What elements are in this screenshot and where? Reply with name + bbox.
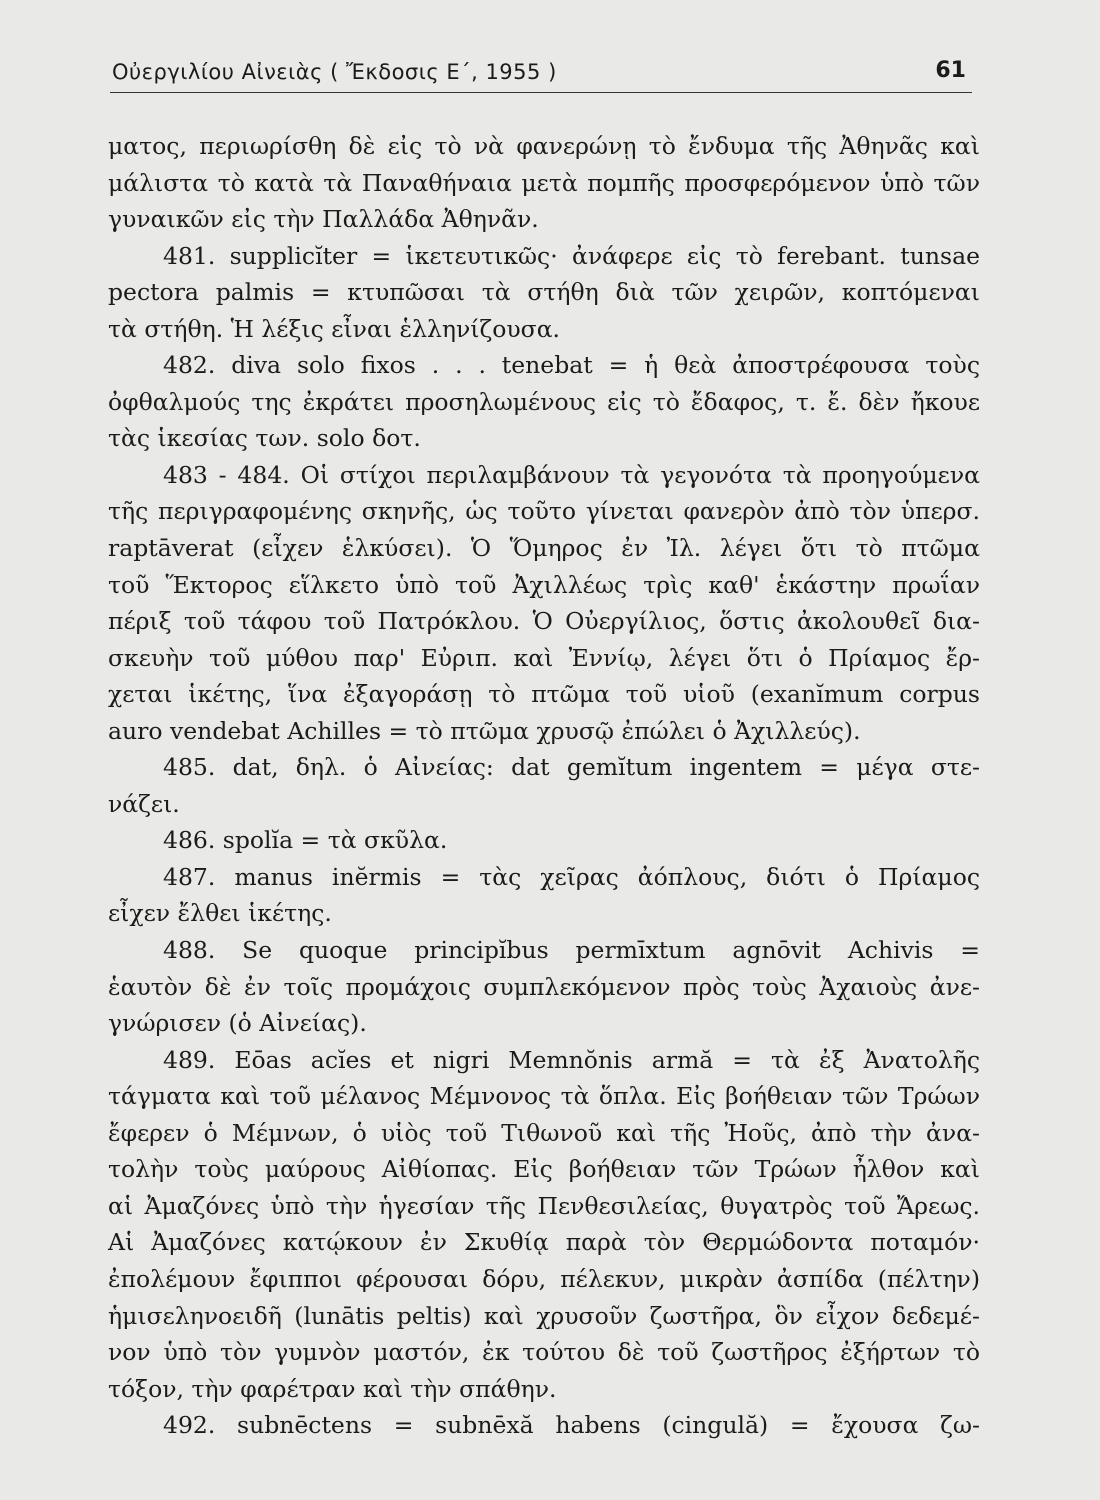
text-line: ἐπολέμουν ἔφιπποι φέρουσαι δόρυ, πέλεκυν, μικρὰν ἀσπίδα (πέλτην)	[108, 1264, 980, 1293]
text-line: ἔφερεν ὁ Μέμνων, ὁ υἱὸς τοῦ Τιθωνοῦ καὶ τῆς Ἠοῦς, ἀπὸ τὴν ἀνα-	[108, 1118, 980, 1147]
text-line: pectora palmis = κτυπῶσαι τὰ στήθη διὰ τῶν χειρῶν, κοπτόμεναι	[108, 278, 980, 307]
text-line: αἱ Ἀμαζόνες ὑπὸ τὴν ἡγεσίαν τῆς Πενθεσιλείας, θυγατρὸς τοῦ Ἄρεως.	[108, 1191, 980, 1220]
text-line: raptāverat (εἶχεν ἑλκύσει). Ὁ Ὅμηρος ἐν Ἰλ. λέγει ὅτι τὸ πτῶμα	[108, 534, 980, 563]
text-line: ματος, περιωρίσθη δὲ εἰς τὸ νὰ φανερώνῃ τὸ ἔνδυμα τῆς Ἀθηνᾶς καὶ	[108, 132, 980, 160]
text-line: auro vendebat Achilles = τὸ πτῶμα χρυσῷ ἐπώλει ὁ Ἀχιλλεύς).	[108, 716, 861, 745]
text-line: τὰς ἱκεσίας των. solo δοτ.	[108, 424, 421, 453]
text-line: 486. spolĭa = τὰ σκῦλα.	[163, 826, 448, 855]
text-line: τοῦ Ἕκτορος εἵλκετο ὑπὸ τοῦ Ἀχιλλέως τρὶς καθ' ἑκάστην πρωΐαν	[108, 570, 980, 599]
page-number: 61	[935, 58, 966, 83]
text-line: πέριξ τοῦ τάφου τοῦ Πατρόκλου. Ὁ Οὐεργίλιος, ὅστις ἀκολουθεῖ δια-	[108, 607, 980, 636]
text-line: γυναικῶν εἰς τὴν Παλλάδα Ἀθηνᾶν.	[108, 205, 539, 234]
text-line: 482. diva solo fixos . . . tenebat = ἡ θεὰ ἀποστρέφουσα τοὺς	[163, 351, 980, 380]
text-line: 483 - 484. Οἱ στίχοι περιλαμβάνουν τὰ γεγονότα τὰ προηγούμενα	[163, 460, 980, 489]
text-line: νον ὑπὸ τὸν γυμνὸν μαστόν, ἐκ τούτου δὲ τοῦ ζωστῆρος ἐξήρτων τὸ	[108, 1338, 980, 1367]
text-line: 485. dat, δηλ. ὁ Αἰνείας: dat gemĭtum ingentem = μέγα στε-	[163, 753, 980, 782]
text-line: ὀφθαλμούς της ἐκράτει προσηλωμένους εἰς τὸ ἔδαφος, τ. ἔ. δὲν ἤκουε	[108, 387, 980, 416]
text-line: ἡμισεληνοειδῆ (lunātis peltis) καὶ χρυσοῦν ζωστῆρα, ὃν εἶχον δεδεμέ-	[108, 1301, 980, 1330]
text-line: σκευὴν τοῦ μύθου παρ' Εὐριπ. καὶ Ἐννίῳ, λέγει ὅτι ὁ Πρίαμος ἔρ-	[108, 643, 980, 672]
text-line: νάζει.	[108, 789, 180, 818]
text-line: 492. subnēctens = subnēxă habens (cingulă) = ἔχουσα ζω-	[163, 1411, 980, 1440]
text-line: τάγματα καὶ τοῦ μέλανος Μέμνονος τὰ ὅπλα. Εἰς βοήθειαν τῶν Τρώων	[108, 1082, 980, 1111]
text-line: 487. manus inĕrmis = τὰς χεῖρας ἀόπλους, διότι ὁ Πρίαμος	[163, 862, 980, 891]
text-line: τόξον, τὴν φαρέτραν καὶ τὴν σπάθην.	[108, 1374, 557, 1403]
text-line: τολὴν τοὺς μαύρους Αἰθίοπας. Εἰς βοήθειαν τῶν Τρώων ἦλθον καὶ	[108, 1155, 980, 1184]
text-line: Αἱ Ἀμαζόνες κατῴκουν ἐν Σκυθίᾳ παρὰ τὸν Θερμώδοντα ποταμόν·	[108, 1228, 980, 1257]
text-line: μάλιστα τὸ κατὰ τὰ Παναθήναια μετὰ πομπῆς προσφερόμενον ὑπὸ τῶν	[108, 168, 980, 197]
text-line: τῆς περιγραφομένης σκηνῆς, ὡς τοῦτο γίνεται φανερὸν ἀπὸ τὸν ὑπερσ.	[108, 497, 980, 526]
text-line: γνώρισεν (ὁ Αἰνείας).	[108, 1009, 367, 1038]
text-line: εἶχεν ἔλθει ἱκέτης.	[108, 899, 332, 928]
text-line: ἑαυτὸν δὲ ἐν τοῖς προμάχοις συμπλεκόμενον πρὸς τοὺς Ἀχαιοὺς ἀνε-	[108, 972, 980, 1001]
text-line: 481. supplicĭter = ἱκετευτικῶς· ἀνάφερε εἰς τὸ ferebant. tunsae	[163, 241, 980, 270]
running-title: Οὐεργιλίου Αἰνειὰς ( Ἔκδοσις Ε΄, 1955 )	[112, 60, 557, 84]
commentary-text	[108, 128, 980, 1444]
text-line: 489. Eōas acĭes et nigri Memnŏnis armă = τὰ ἐξ Ἀνατολῆς	[163, 1045, 980, 1074]
running-head	[110, 58, 972, 93]
text-line: τὰ στήθη. Ἡ λέξις εἶναι ἑλληνίζουσα.	[108, 314, 561, 343]
text-line: 488. Se quoque principĭbus permīxtum agnōvit Achivis =	[163, 936, 980, 965]
text-line: χεται ἱκέτης, ἵνα ἐξαγοράσῃ τὸ πτῶμα τοῦ υἱοῦ (exanĭmum corpus	[108, 680, 980, 709]
